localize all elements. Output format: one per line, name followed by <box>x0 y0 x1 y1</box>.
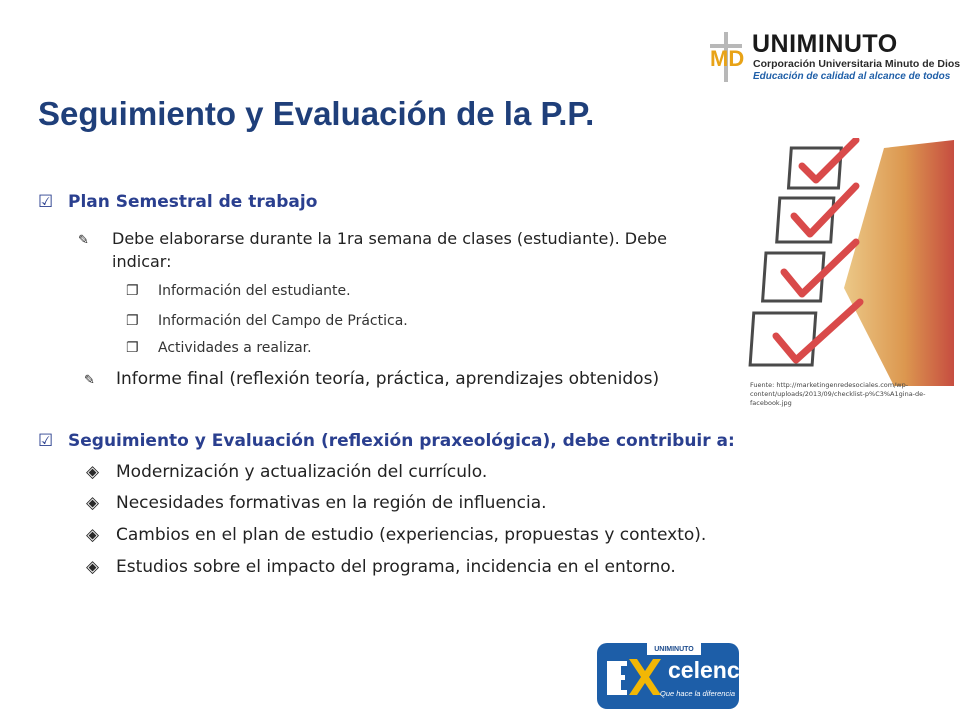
notepad-bullet-icon: ✎ <box>84 373 95 388</box>
diamond-bullet-icon: ◈ <box>86 557 100 577</box>
section1-subitem-row <box>126 340 312 356</box>
section1-item1-line1: Debe elaborarse durante la 1ra semana de clases (estudiante). Debe <box>112 229 667 248</box>
image-source-caption: Fuente: http://marketingenredesociales.com/wp-content/uploads/2013/09/checklist-p%C3%A1gina-de-facebook.jpg <box>750 381 926 407</box>
md-monogram-icon <box>706 32 754 82</box>
page-bullet-icon: ❐ <box>126 283 139 299</box>
uniminuto-logo <box>706 28 960 84</box>
notepad-bullet-icon: ✎ <box>78 233 89 248</box>
section2-heading-row <box>38 431 735 451</box>
section1-subitem-2: Información del Campo de Práctica. <box>158 313 408 329</box>
diamond-bullet-icon: ◈ <box>86 525 100 545</box>
section1-subitem-3: Actividades a realizar. <box>158 340 312 356</box>
excelencia-tagline: Que hace la diferencia <box>660 689 736 698</box>
diamond-bullet-icon: ◈ <box>86 462 100 482</box>
section2-item-row <box>86 557 676 577</box>
section1-item2-row <box>84 369 659 389</box>
section1-heading: Plan Semestral de trabajo <box>68 192 318 212</box>
section2-item-1: Modernización y actualización del currículo. <box>116 462 488 482</box>
page-bullet-icon: ❐ <box>126 313 139 329</box>
section1-subitem-1: Información del estudiante. <box>158 283 351 299</box>
excelencia-top-label: UNIMINUTO <box>654 646 694 653</box>
section2-item-3: Cambios en el plan de estudio (experiencias, propuestas y contexto). <box>116 525 707 545</box>
logo-tagline-1: Corporación Universitaria Minuto de Dios <box>753 58 960 70</box>
section2-item-row <box>86 462 487 482</box>
excelencia-word: celencia <box>668 657 759 683</box>
logo-tagline-2: Educación de calidad al alcance de todos <box>753 71 951 82</box>
page-bullet-icon: ❐ <box>126 340 139 356</box>
section2-item-2: Necesidades formativas en la región de influencia. <box>116 493 547 513</box>
checklist-image <box>744 138 954 386</box>
section2-item-row <box>86 525 706 545</box>
checkbox-bullet-icon: ☑ <box>38 192 54 212</box>
slide-title: Seguimiento y Evaluación de la P.P. <box>38 95 595 132</box>
logo-brand: UNIMINUTO <box>752 30 898 58</box>
checkbox-bullet-icon: ☑ <box>38 431 54 451</box>
section2-heading: Seguimiento y Evaluación (reflexión praxeológica), debe contribuir a: <box>68 431 735 451</box>
section1-subitem-row <box>126 283 351 299</box>
section1-item2: Informe final (reflexión teoría, práctica, aprendizajes obtenidos) <box>116 369 660 389</box>
section2-item-4: Estudios sobre el impacto del programa, incidencia en el entorno. <box>116 557 676 577</box>
section1-subitem-row <box>126 313 408 329</box>
section2-item-row <box>86 493 547 513</box>
svg-text:MD: MD <box>710 46 745 71</box>
section1-item1-line2: indicar: <box>112 252 172 271</box>
section1-heading-row <box>38 192 317 212</box>
pencil-shape <box>844 140 954 386</box>
diamond-bullet-icon: ◈ <box>86 493 100 513</box>
section1-item1-row <box>78 229 667 248</box>
